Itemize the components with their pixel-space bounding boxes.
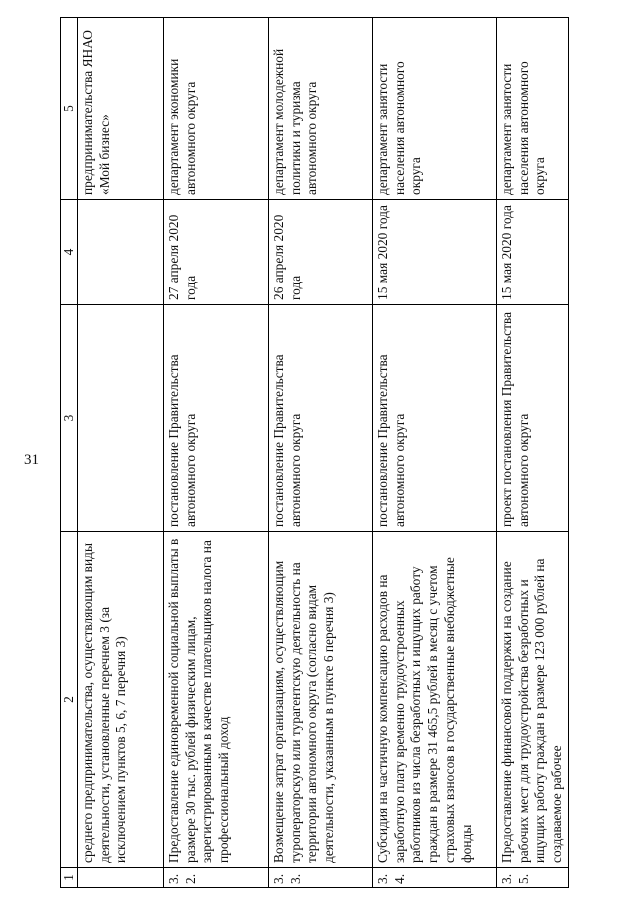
responsible-cell: департамент занятости населения автономного округа — [373, 18, 497, 200]
row-number: 3.4. — [373, 868, 497, 888]
deadline-cell: 15 мая 2020 года — [373, 200, 497, 305]
header-cell: 3 — [61, 305, 78, 532]
responsible-cell: департамент экономики автономного округа — [164, 18, 269, 200]
measure-cell: Возмещение затрат организациям, осуществляющим туроператорскую или турагентскую деятельность на территории автономного округа (согласно видам деятельности, указанным в пункте 6 перечня 3) — [269, 532, 373, 868]
measure-cell: среднего предпринимательства, осуществляющим виды деятельности, установленные перечнем 3 (за исключением пунктов 5, 6, 7 перечня 3) — [78, 532, 164, 868]
responsible-cell: департамент занятости населения автономного округа — [497, 18, 569, 200]
table-header-row — [61, 18, 78, 888]
deadline-cell: 26 апреля 2020 года — [269, 200, 373, 305]
rotated-page-content — [60, 18, 565, 888]
row-number: 3.2. — [164, 868, 269, 888]
measure-cell: Предоставление финансовой поддержки на создание рабочих мест для трудоустройства безработных и ищущих работу граждан в размере 123 000 рублей на создаваемое рабочее — [497, 532, 569, 868]
document-cell: постановление Правительства автономного округа — [164, 305, 269, 532]
deadline-cell: 27 апреля 2020 года — [164, 200, 269, 305]
header-cell: 1 — [61, 868, 78, 888]
row-number — [78, 868, 164, 888]
header-cell: 5 — [61, 18, 78, 200]
measure-cell: Предоставление единовременной социальной выплаты в размере 30 тыс. рублей физическим лицам, зарегистрированным в качестве плательщиков налога на профессиональный доход — [164, 532, 269, 868]
measures-table — [60, 17, 569, 888]
document-cell: проект постановления Правительства автономного округа — [497, 305, 569, 532]
header-cell: 4 — [61, 200, 78, 305]
document-cell — [78, 305, 164, 532]
measure-cell: Субсидия на частичную компенсацию расходов на заработную плату временно трудоустроенных работников из числа безработных и ищущих работу граждан в размере 31 465,5 рублей в месяц с учетом страховых взносов в государственные внебюджетные фонды — [373, 532, 497, 868]
document-cell: постановление Правительства автономного округа — [269, 305, 373, 532]
row-number: 3.3. — [269, 868, 373, 888]
responsible-cell: предпринимательства ЯНАО «Мой бизнес» — [78, 18, 164, 200]
table-row — [78, 18, 164, 888]
table-row — [373, 18, 497, 888]
page-number: 31 — [24, 452, 39, 468]
row-number: 3.5. — [497, 868, 569, 888]
deadline-cell — [78, 200, 164, 305]
header-cell: 2 — [61, 532, 78, 868]
responsible-cell: департамент молодежной политики и туризма автономного округа — [269, 18, 373, 200]
table-row — [164, 18, 269, 888]
document-cell: постановление Правительства автономного округа — [373, 305, 497, 532]
table-row — [269, 18, 373, 888]
deadline-cell: 15 мая 2020 года — [497, 200, 569, 305]
table-row — [497, 18, 569, 888]
